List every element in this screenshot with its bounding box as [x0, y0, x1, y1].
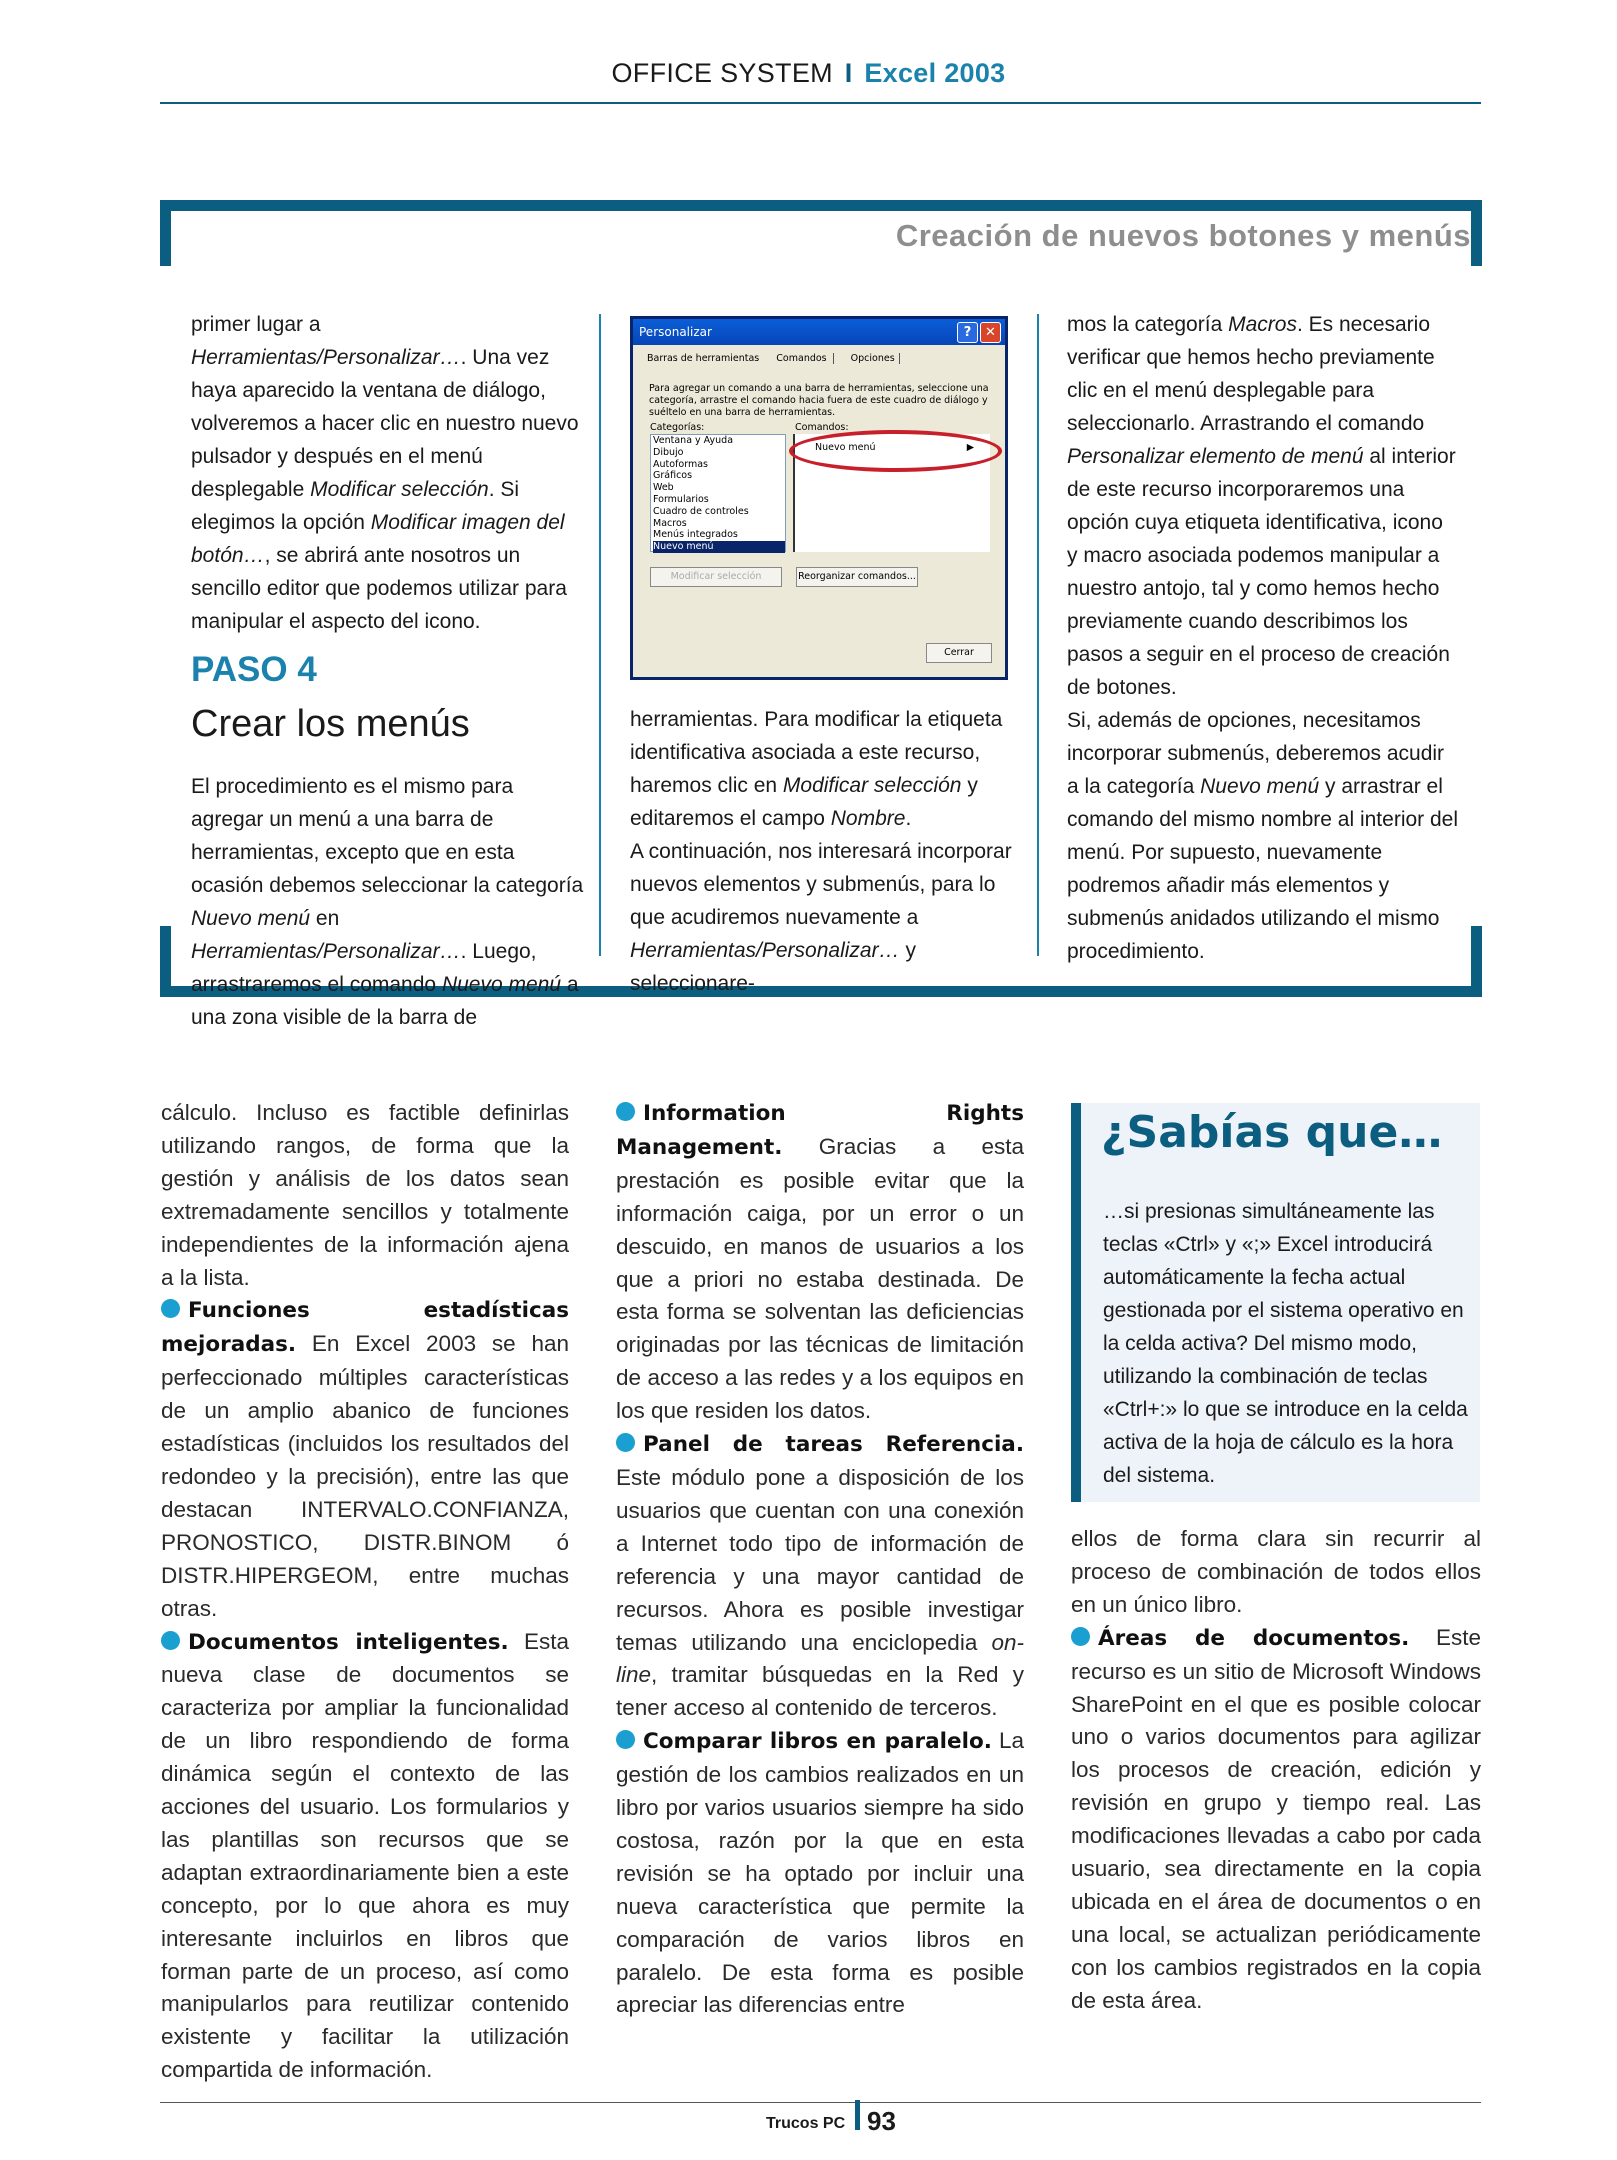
text-run: En Excel 2003 se han perfeccionado múltiples características de un amplio abanico de funciones estadísticas (incluidos los resultados del redondeo y la precisión), entre las que destacan INTERVALO.CONFIANZA, PRONOSTICO, DISTR.BINOM ó DISTR.HIPERGEOM, entre muchas otras. [161, 1331, 569, 1621]
text-run: . Una vez haya aparecido la ventana de diálogo, volveremos a hacer clic en nuestro nuevo pulsador y después en el menú desplegable [191, 346, 579, 501]
italic-text: Nuevo menú [1200, 775, 1320, 798]
bullet-paragraph [1071, 1622, 1481, 2018]
text-run: y editaremos el campo [630, 774, 978, 830]
step-label: PASO 4 [191, 650, 317, 689]
paragraphs [191, 308, 585, 638]
italic-text: Nuevo menú [191, 907, 311, 930]
category-item-selected[interactable]: Nuevo menú [653, 541, 785, 553]
text-run: mos la categoría [1067, 313, 1229, 336]
box-right-border-bottom [1471, 926, 1482, 996]
categories-list[interactable] [650, 434, 786, 552]
italic-text: Nuevo menú [441, 973, 562, 996]
text-run: . Es necesario verificar que hemos hecho previamente clic en el menú desplegable para seleccionarlo. Arrastrando el comando [1067, 313, 1435, 435]
did-you-know-box [1071, 1103, 1480, 1502]
text-run: y seleccionare- [630, 939, 916, 995]
did-you-know-title: ¿Sabías que… [1101, 1107, 1443, 1158]
paragraph [161, 1097, 569, 1294]
tab-commands[interactable]: Comandos [776, 353, 833, 364]
paragraph [1067, 704, 1459, 968]
paragraphs [616, 1097, 1024, 2022]
text-run: . [905, 807, 912, 830]
paragraph [630, 835, 1022, 1000]
tab-options[interactable]: Opciones [851, 353, 900, 364]
article-column-2 [616, 1097, 1024, 2022]
text-run: a una zona visible de la barra de [191, 973, 579, 1029]
header-separator: I [844, 58, 853, 88]
paragraph [1067, 308, 1459, 704]
category-item[interactable]: Web [653, 482, 674, 494]
dialog-tabs [647, 353, 914, 364]
column-divider [1037, 314, 1039, 956]
text-run: ellos de forma clara sin recurrir al proceso de combinación de todos ellos en un único libro. [1071, 1526, 1481, 1617]
dialog-description: Para agregar un comando a una barra de herramientas, seleccione una categoría, arrastre el comando hacia fuera de este cuadro de diálogo y suéltelo en una barra de herramientas. [649, 383, 989, 418]
italic-text: Herramientas/Personalizar… [630, 939, 900, 962]
did-you-know-bar [1071, 1103, 1081, 1502]
rearrange-commands-button[interactable]: Reorganizar comandos... [796, 567, 918, 587]
italic-text: Nombre [830, 807, 906, 830]
column-divider [599, 314, 601, 956]
bullet-paragraph [616, 1097, 1024, 1428]
feature-column-3 [1067, 308, 1459, 968]
paragraph [1071, 1523, 1481, 1622]
bullet-heading: Information Rights Management. [616, 1101, 1024, 1160]
box-top-border [160, 200, 1482, 211]
header-product: Excel 2003 [864, 58, 1006, 88]
section-title: Creación de nuevos botones y menús [895, 218, 1471, 253]
footer-bar [855, 2100, 860, 2130]
text-run: herramientas. Para modificar la etiqueta identificativa asociada a este recurso, haremos clic en [630, 708, 1003, 797]
text-run: Gracias a esta prestación es posible evitar que la información caiga, por un error o un descuido, en manos de usuarios a los que a priori no estaba destinada. De esta forma se solventan las deficiencias originadas por las técnicas de limitación de acceso a las redes y a los equipos en los que residen los datos. [616, 1133, 1024, 1424]
running-header [0, 58, 1617, 89]
text-run: La gestión de los cambios realizados en un libro por varios usuarios siempre ha sido costosa, razón por la que en esta revisión se ha optado por incluir una nueva característica que permite la comparación de varios libros en paralelo. De esta forma es posible apreciar las diferencias entre [616, 1728, 1024, 2018]
commands-label: Comandos: [795, 422, 849, 433]
text-run: primer lugar a [191, 313, 321, 336]
italic-text: Modificar selección [782, 774, 962, 797]
customize-dialog-screenshot [630, 316, 1008, 680]
feature-column-2 [630, 703, 1022, 1000]
text-run: . Si elegimos la opción [191, 478, 520, 534]
text-run: Esta nueva clase de documentos se caracteriza por ampliar la funcionalidad de un libro respondiendo de forma dinámica según el contexto de las acciones del usuario. Los formularios y las plantillas son recursos que se adaptan extraordinariamente bien a este concepto, por lo que ahora es muy interesante incluirlos en libros que forman parte de un proceso, así como manipularlos para reutilizar contenido existente y facilitar la utilización compartida de información. [161, 1628, 569, 2083]
bullet-heading: Comparar libros en paralelo. [643, 1729, 992, 1755]
paragraph [191, 308, 585, 638]
italic-text: Personalizar elemento de menú [1067, 445, 1364, 468]
category-item[interactable]: Ventana y Ayuda [653, 435, 734, 446]
text-run: . Luego, arrastraremos el comando [191, 940, 537, 996]
text-run: cálculo. Incluso es factible definirlas utilizando rangos, de forma que la gestión y análisis de los datos sean extremadamente sencillos y totalmente independientes de la información ajena a la lista. [161, 1100, 569, 1290]
bullet-heading: Documentos inteligentes. [188, 1629, 509, 1655]
submenu-arrow-icon: ▶ [966, 442, 974, 453]
help-icon[interactable]: ? [957, 322, 978, 343]
bullet-heading: Áreas de documentos. [1098, 1625, 1410, 1651]
category-item[interactable]: Gráficos [653, 470, 693, 482]
tab-toolbars[interactable]: Barras de herramientas [647, 353, 760, 364]
categories-label: Categorías: [650, 422, 705, 433]
commands-list[interactable] [793, 434, 990, 552]
bullet-paragraph [616, 1725, 1024, 2022]
box-left-border-top [160, 200, 171, 266]
paragraph [191, 770, 585, 1034]
text-run: Si, además de opciones, necesitamos incorporar submenús, deberemos acudir a la categoría [1067, 709, 1445, 798]
bullet-heading: Funciones estadísticas mejoradas. [161, 1298, 569, 1358]
dialog-title: Personalizar [639, 325, 712, 339]
text-run: , tramitar búsquedas en la Red y tener acceso al contenido de terceros. [616, 1662, 1024, 1721]
text-run: El procedimiento es el mismo para agregar un menú a una barra de herramientas, excepto que en esta ocasión debemos seleccionar la categoría [191, 775, 584, 897]
paragraphs [630, 703, 1022, 1000]
text-run: A continuación, nos interesará incorporar nuevos elementos y submenús, para lo que acudiremos nuevamente a [630, 840, 1012, 929]
header-section: OFFICE SYSTEM [611, 58, 833, 88]
text-run: , se abrirá ante nosotros un sencillo editor que podemos utilizar para manipular el aspecto del icono. [191, 544, 567, 633]
category-item[interactable]: Autoformas [653, 458, 708, 470]
category-item[interactable]: Cuadro de controles [653, 505, 749, 517]
italic-text: Herramientas/Personalizar… [191, 346, 461, 369]
italic-text: Herramientas/Personalizar… [191, 940, 461, 963]
box-right-border-top [1471, 200, 1482, 266]
category-item[interactable]: Menús integrados [653, 529, 738, 541]
category-item[interactable]: Macros [653, 517, 687, 529]
text-run: Este módulo pone a disposición de los usuarios que cuentan con una conexión a Internet todo tipo de información de referencia y una mayor cantidad de recursos. Ahora es posible investigar temas utilizando una enciclopedia [616, 1464, 1024, 1655]
command-item[interactable]: Nuevo menú [815, 442, 876, 453]
text-run: al interior de este recurso incorporaremos una opción cuya etiqueta identificativa, icono y macro asociada podemos manipular a nuestro antojo, tal y como hemos hecho previamente cuando describimos los pasos a seguir en el proceso de creación de botones. [1067, 445, 1456, 699]
article-column-1 [161, 1097, 569, 2087]
paragraphs [1071, 1523, 1481, 2018]
dialog-close-button[interactable]: Cerrar [926, 643, 992, 663]
italic-text: on-line [616, 1629, 1024, 1688]
text-run: Este recurso es un sitio de Microsoft Windows SharePoint en el que es posible colocar uno o varios documentos para agilizar los procesos de creación, edición y revisión en grupo y tiempo real. Las modificaciones llevadas a cabo por cada usuario, sea directamente en la copia ubicada en el área de documentos o en una local, se actualizan periódicamente con los cambios registrados en la copia de esta área. [1071, 1624, 1481, 2013]
text-run: en [310, 907, 340, 930]
box-left-border-bottom [160, 926, 171, 996]
paragraphs [191, 770, 585, 1034]
paragraphs [1067, 308, 1459, 968]
did-you-know-body: …si presionas simultáneamente las teclas «Ctrl» y «;» Excel introducirá automáticamente la fecha actual gestionada por el sistema operativo en la celda activa? Del mismo modo, utilizando la combinación de teclas «Ctrl+:» lo que se introduce en la celda activa de la hoja de cálculo es la hora del sistema. [1103, 1200, 1468, 1487]
paragraph [630, 703, 1022, 835]
step-title: Crear los menús [191, 703, 470, 745]
bullet-paragraph [161, 1626, 569, 2088]
italic-text: Modificar imagen del botón… [191, 511, 565, 567]
footer-publication: Trucos PC [766, 2115, 846, 2132]
footer-rule [160, 2102, 1481, 2103]
page-number: 93 [867, 2106, 896, 2136]
category-item[interactable]: Formularios [653, 493, 709, 505]
bullet-paragraph [161, 1294, 569, 1625]
bullet-heading: Panel de tareas Referencia. [643, 1432, 1024, 1458]
header-rule [160, 102, 1481, 104]
category-item[interactable]: Dibujo [653, 446, 684, 458]
article-column-3 [1071, 1523, 1481, 2018]
paragraphs [161, 1097, 569, 2087]
italic-text: Modificar selección [310, 478, 489, 501]
italic-text: Macros [1228, 313, 1297, 336]
feature-column-1 [191, 308, 585, 1034]
dialog-titlebar [633, 319, 1005, 345]
modify-selection-button[interactable]: Modificar selección [650, 567, 782, 587]
close-icon[interactable]: ✕ [980, 322, 1001, 343]
bullet-paragraph [616, 1428, 1024, 1725]
text-run: y arrastrar el comando del mismo nombre al interior del menú. Por supuesto, nuevamente podremos añadir más elementos y submenús anidados utilizando el mismo procedimiento. [1067, 775, 1459, 963]
